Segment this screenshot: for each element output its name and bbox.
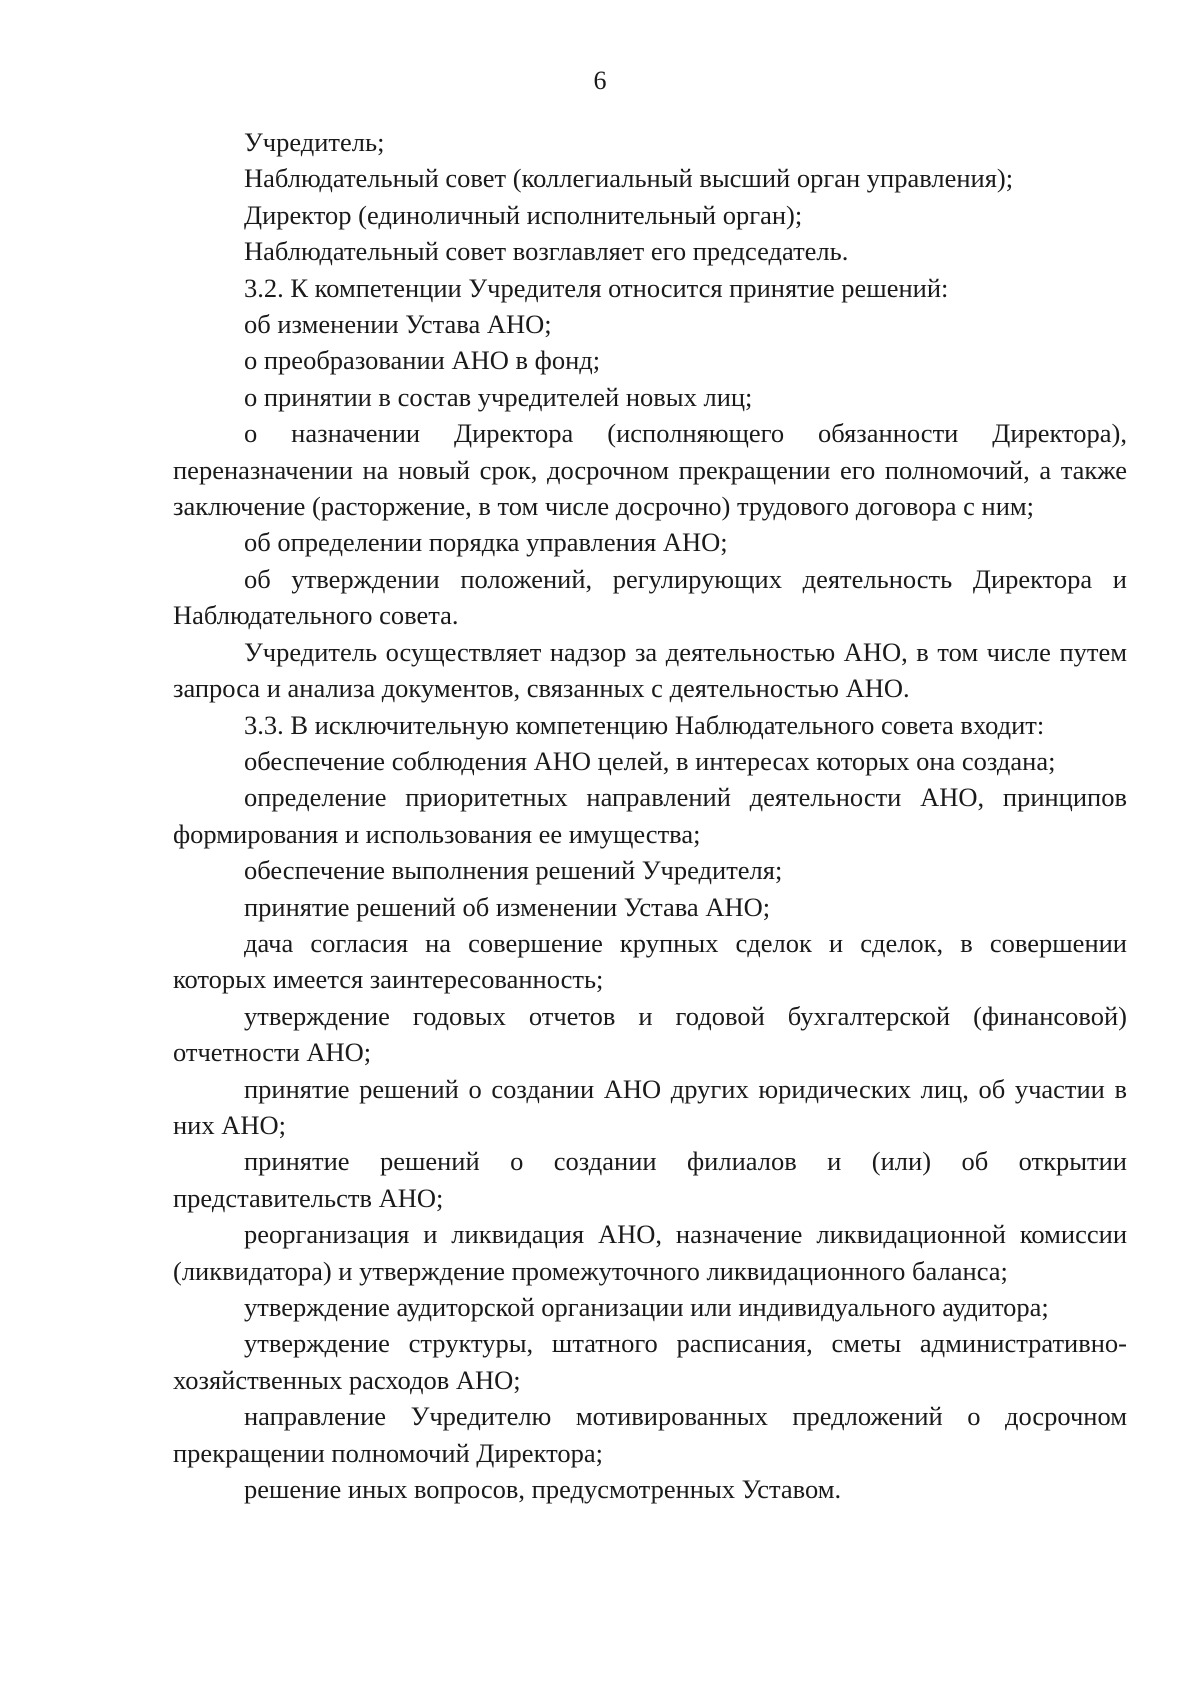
page-number: 6 [593,66,607,95]
document-body [173,124,1127,1507]
paragraph: о принятии в состав учредителей новых лиц; [244,381,753,412]
paragraph: утверждение структуры, штатного расписания, сметы административно-хозяйственных расходов АНО; [173,1328,1127,1395]
paragraph: утверждение годовых отчетов и годовой бухгалтерской (финансовой) отчетности АНО; [173,1000,1127,1068]
paragraph: определение приоритетных направлений деятельности АНО, принципов формирования и использования ее имущества; [173,782,1127,849]
paragraph: о назначении Директора (исполняющего обязанности Директора), переназначении на новый срок, досрочном прекращении его полномочий, а также заключение (расторжение, в том числе досрочно) трудового договора с ним; [173,418,1127,522]
paragraph: Учредитель осуществляет надзор за деятельностью АНО, в том числе путем запроса и анализа документов, связанных с деятельностью АНО. [173,636,1127,704]
paragraph: решение иных вопросов, предусмотренных Уставом. [244,1474,842,1505]
paragraph: Наблюдательный совет возглавляет его председатель. [244,236,849,267]
paragraph: направление Учредителю мотивированных предложений о досрочном прекращении полномочий Директора; [173,1401,1127,1468]
paragraph: об изменении Устава АНО; [244,309,552,340]
paragraph: Учредитель; [244,127,385,157]
paragraph: принятие решений о создании АНО других юридических лиц, об участии в них АНО; [173,1073,1127,1140]
paragraph: утверждение аудиторской организации или индивидуального аудитора; [244,1292,1049,1322]
paragraph: принятие решений о создании филиалов и (или) об открытии представительств АНО; [173,1146,1127,1213]
paragraph: Наблюдательный совет (коллегиальный высший орган управления); [244,163,1014,194]
paragraph: 3.2. К компетенции Учредителя относится принятие решений: [244,272,949,303]
paragraph: о преобразовании АНО в фонд; [244,345,601,376]
paragraph: принятие решений об изменении Устава АНО; [244,891,771,922]
paragraph: 3.3. В исключительную компетенцию Наблюдательного совета входит: [244,709,1045,740]
paragraph: об определении порядка управления АНО; [244,527,728,558]
paragraph: Директор (единоличный исполнительный орган); [244,199,803,230]
paragraph: об утверждении положений, регулирующих деятельность Директора и Наблюдательного совета. [173,563,1127,631]
paragraph: дача согласия на совершение крупных сделок и сделок, в совершении которых имеется заинтересованность; [173,927,1127,995]
paragraph: обеспечение выполнения решений Учредителя; [244,855,783,886]
paragraph: реорганизация и ликвидация АНО, назначение ликвидационной комиссии (ликвидатора) и утверждение промежуточного ликвидационного баланса; [173,1219,1127,1286]
paragraph: обеспечение соблюдения АНО целей, в интересах которых она создана; [244,745,1056,776]
